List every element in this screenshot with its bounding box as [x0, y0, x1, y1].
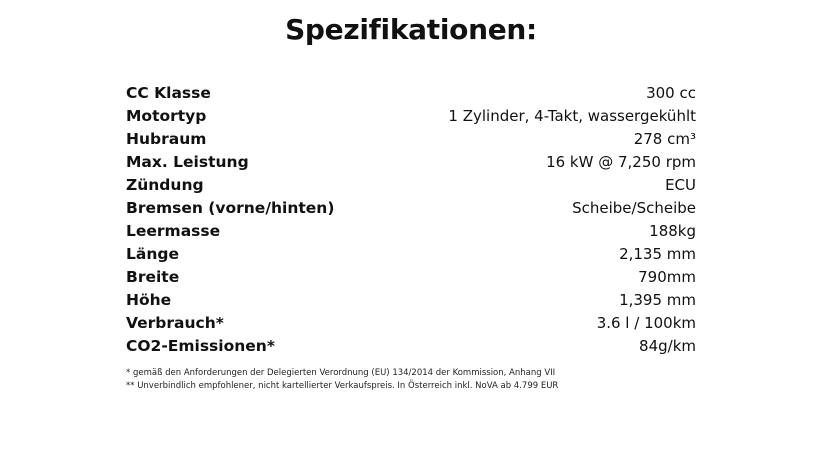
spec-label: Max. Leistung — [126, 153, 249, 171]
spec-label: Zündung — [126, 176, 204, 194]
spec-value: 16 kW @ 7,250 rpm — [546, 153, 696, 171]
spec-value: 278 cm³ — [633, 130, 696, 148]
spec-table — [126, 82, 696, 358]
spec-value: ECU — [665, 176, 696, 194]
spec-row-breite — [126, 266, 696, 289]
footnote-regulation: * gemäß den Anforderungen der Delegierten Verordnung (EU) 134/2014 der Kommission, Anhang VII — [126, 368, 556, 378]
spec-value: 2,135 mm — [619, 245, 696, 263]
footnote-price: ** Unverbindlich empfohlener, nicht kartellierter Verkaufspreis. In Österreich inkl. NoVA ab 4.799 EUR — [126, 381, 559, 391]
spec-row-motortyp — [126, 105, 696, 128]
spec-label: Höhe — [126, 291, 172, 309]
spec-value: 3.6 l / 100km — [596, 314, 696, 332]
footnotes — [126, 367, 726, 393]
spec-label: Bremsen (vorne/hinten) — [126, 199, 335, 217]
spec-label: CO2-Emissionen* — [126, 337, 275, 355]
spec-value: 790mm — [638, 268, 696, 286]
spec-row-zuendung — [126, 174, 696, 197]
spec-value: 84g/km — [639, 337, 696, 355]
spec-row-leermasse — [126, 220, 696, 243]
spec-row-verbrauch — [126, 312, 696, 335]
spec-value: 188kg — [649, 222, 696, 240]
page-title: Spezifikationen: — [285, 13, 537, 46]
spec-row-hubraum — [126, 128, 696, 151]
spec-label: Hubraum — [126, 130, 207, 148]
spec-label: Breite — [126, 268, 180, 286]
spec-value: 300 cc — [646, 84, 696, 102]
spec-label: Länge — [126, 245, 179, 263]
spec-value: 1,395 mm — [619, 291, 696, 309]
spec-row-hoehe — [126, 289, 696, 312]
spec-label: Motortyp — [126, 107, 207, 125]
spec-row-laenge — [126, 243, 696, 266]
spec-label: CC Klasse — [126, 84, 211, 102]
spec-value: 1 Zylinder, 4-Takt, wassergekühlt — [448, 107, 696, 125]
spec-row-co2-emissionen — [126, 335, 696, 358]
spec-label: Verbrauch* — [126, 314, 224, 332]
spec-value: Scheibe/Scheibe — [572, 199, 696, 217]
spec-row-cc-klasse — [126, 82, 696, 105]
spec-row-bremsen — [126, 197, 696, 220]
spec-row-max-leistung — [126, 151, 696, 174]
spec-label: Leermasse — [126, 222, 221, 240]
